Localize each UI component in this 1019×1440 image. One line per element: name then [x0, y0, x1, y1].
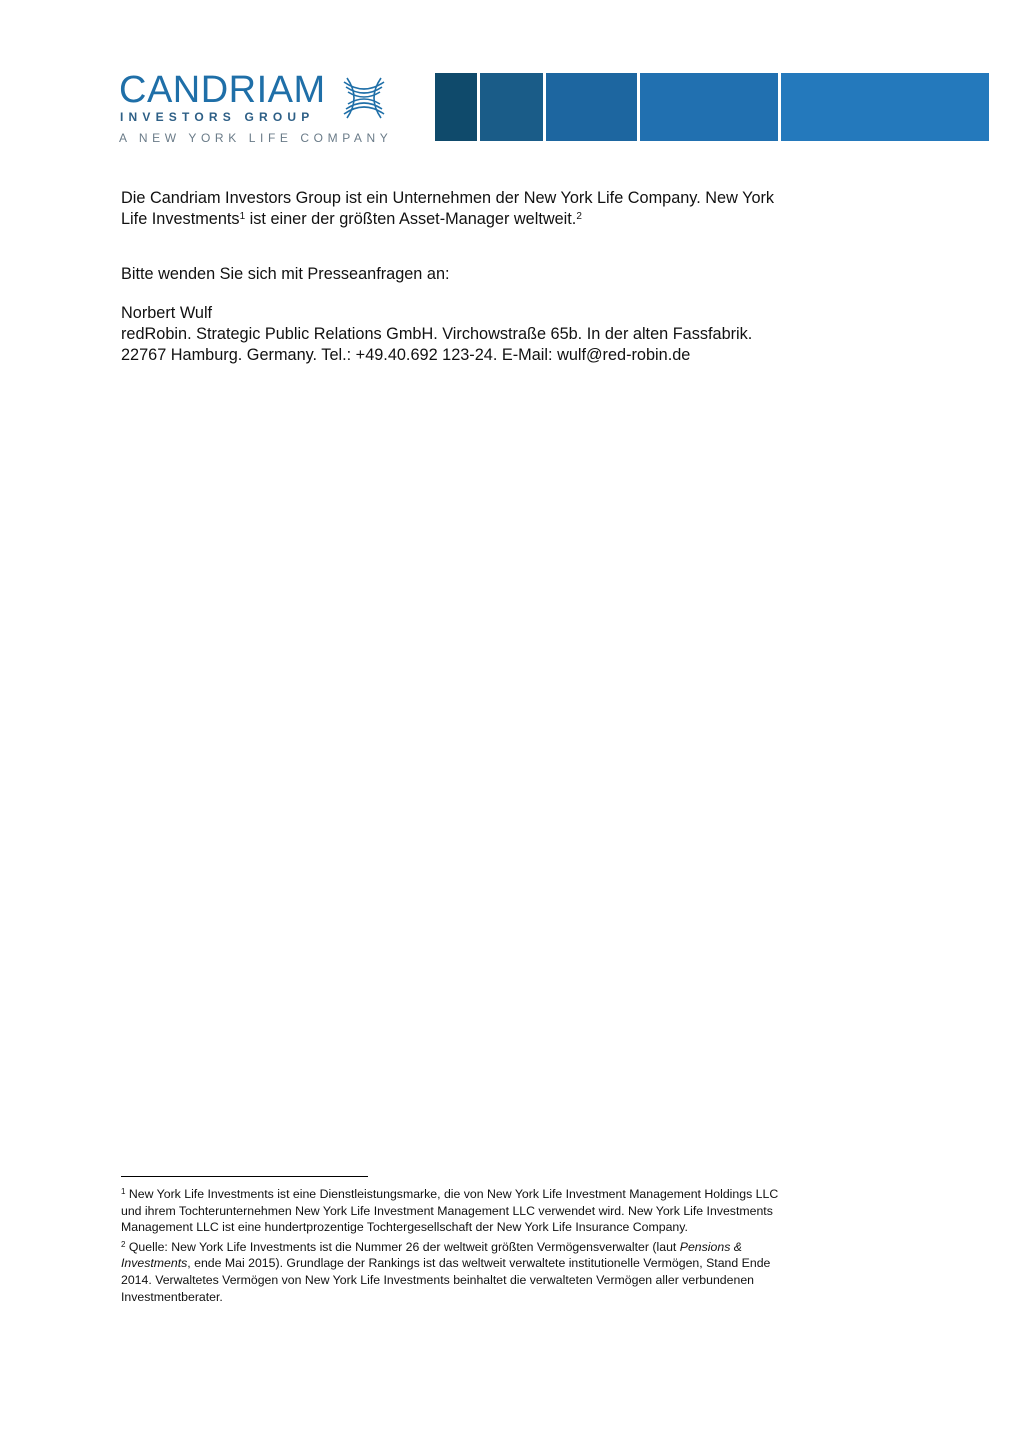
footnote-1	[121, 1186, 781, 1236]
footnotes	[121, 1186, 781, 1308]
footnote-2	[121, 1239, 781, 1305]
logo-wordmark: CANDRIAM	[119, 69, 326, 111]
intro-text-a: Die Candriam Investors Group ist ein Unternehmen der New York Life Company. New York Life Investments	[121, 189, 775, 228]
contact-details: 22767 Hamburg. Germany. Tel.: +49.40.692 123-24. E-Mail: wulf@red-robin.de	[121, 346, 691, 364]
contact-name: Norbert Wulf	[121, 304, 213, 322]
intro-text-b: ist einer der größten Asset-Manager weltweit.	[245, 210, 577, 228]
candriam-swirl-logo-icon	[339, 74, 389, 122]
footnote-ref-2: 2	[576, 211, 582, 222]
footnote-number: 2	[121, 1239, 126, 1249]
footnote-publication: Pensions & Investments	[121, 1239, 742, 1271]
header-bar	[480, 73, 543, 141]
header-bar	[640, 73, 778, 141]
header-bar	[546, 73, 637, 141]
contact-address: redRobin. Strategic Public Relations GmbH. Virchowstraße 65b. In der alten Fassfabrik.	[121, 325, 753, 343]
logo-subtitle: INVESTORS GROUP	[120, 110, 315, 124]
footnote-text: New York Life Investments ist eine Dienstleistungsmarke, die von New York Life Investment Management Holdings LLC und ihrem Tochterunternehmen New York Life Investment Management LLC verwendet wird. New York Life Investments Management LLC ist eine hundertprozentige Tochtergesellschaft der New York Life Insurance Company.	[121, 1187, 779, 1235]
footnote-number: 1	[121, 1187, 126, 1196]
logo-tagline: A NEW YORK LIFE COMPANY	[119, 131, 393, 145]
footnote-text: Quelle: New York Life Investments ist die Nummer 26 der weltweit größten Vermögensverwalter (laut	[125, 1239, 680, 1254]
footnote-divider	[121, 1176, 368, 1177]
intro-paragraph	[121, 188, 801, 230]
header-color-bars	[435, 73, 989, 141]
header-bar	[435, 73, 477, 141]
footnote-text: , ende Mai 2015). Grundlage der Rankings ist das weltweit verwaltete institutionelle Vermögen, Stand Ende 2014. Verwaltetes Vermögen von New York Life Investments beinhaltet die verwalteten Vermögen aller verbundenen Investmentberater.	[121, 1256, 771, 1304]
press-inquiry-paragraph: Bitte wenden Sie sich mit Presseanfragen an:	[121, 265, 450, 283]
company-logo	[119, 70, 399, 150]
footnote-ref-1: 1	[239, 211, 246, 222]
header-bar	[781, 73, 989, 141]
contact-block	[121, 303, 801, 366]
